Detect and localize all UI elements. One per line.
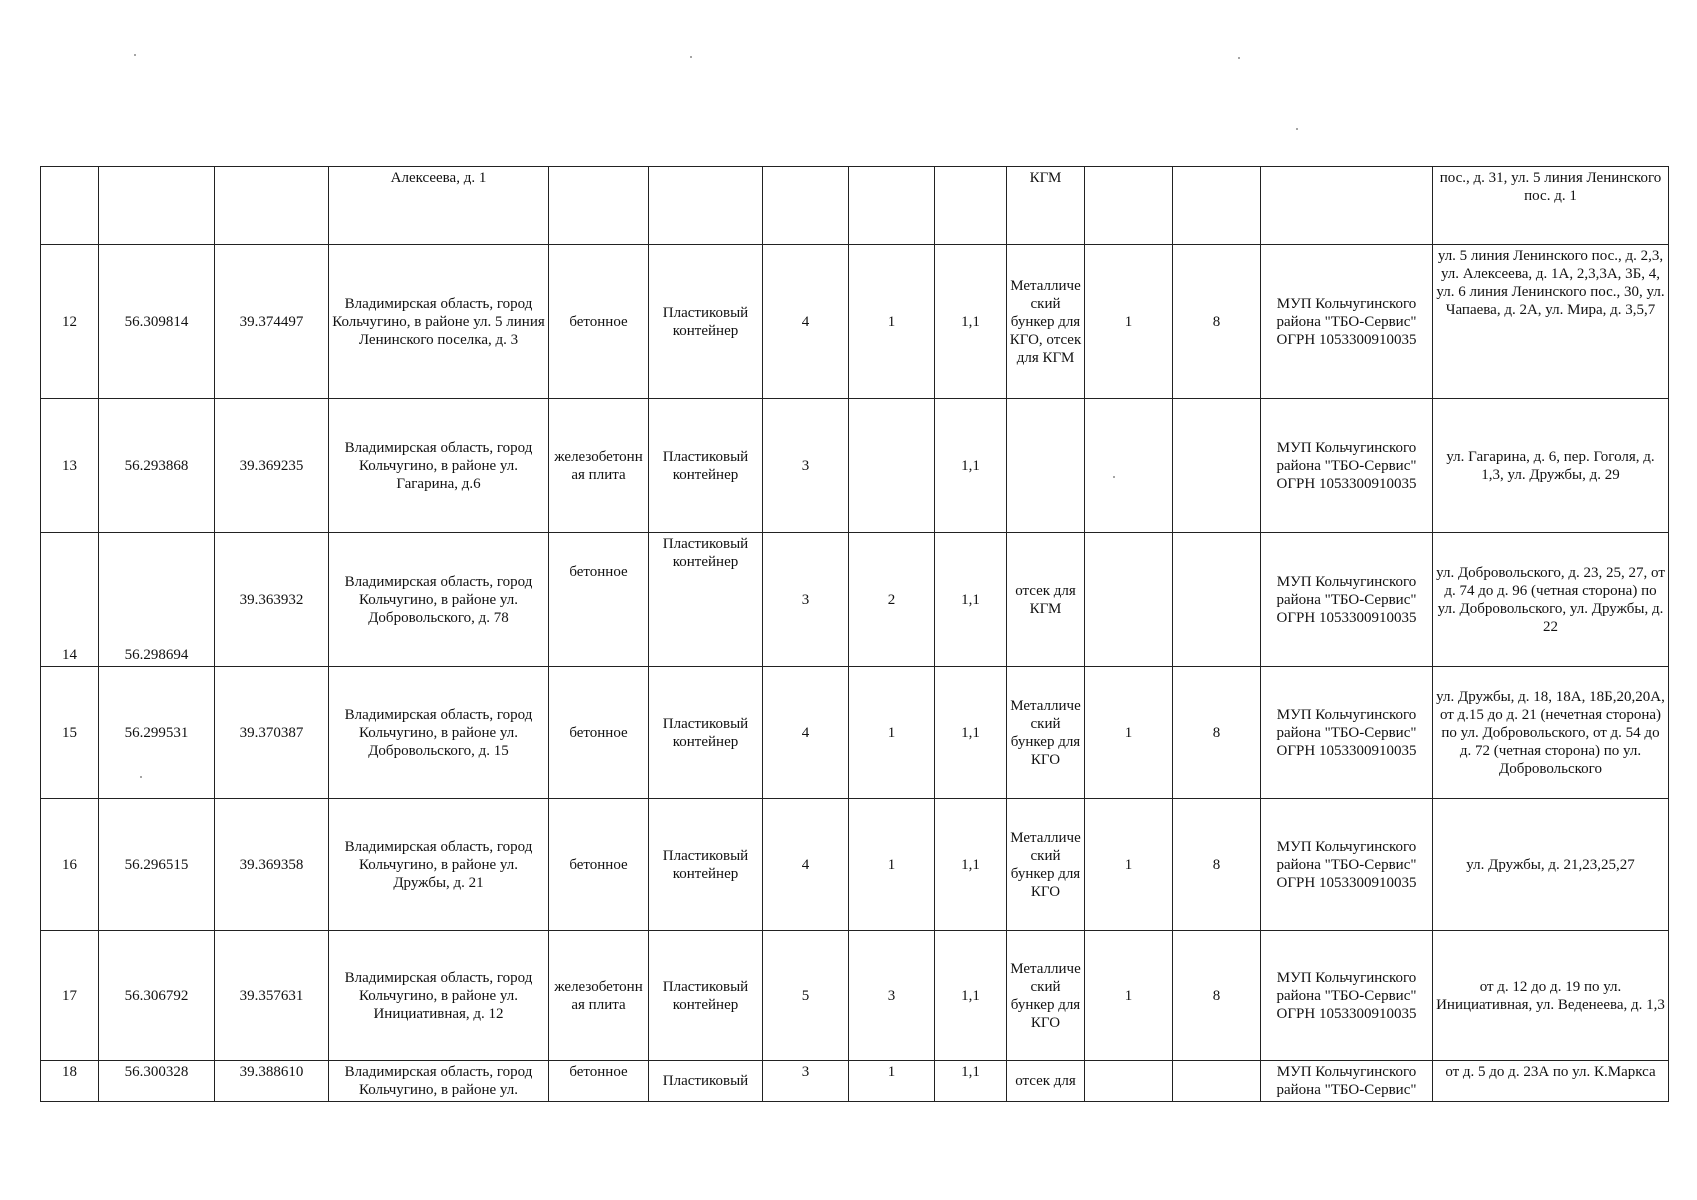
cell-served-objects: ул. 5 линия Ленинского пос., д. 2,3, ул. Алексеева, д. 1А, 2,3,3А, 3Б, 4, ул. 6 линия Ленинского пос., 30, ул. Чапаева, д. 2А, ул. Мира, д. 3,5,7 bbox=[1433, 245, 1669, 399]
cell-volume: 1,1 bbox=[935, 245, 1007, 399]
cell-longitude bbox=[215, 167, 329, 245]
cell-volume: 1,1 bbox=[935, 399, 1007, 533]
cell-container-type: Пластиковый контейнер bbox=[649, 533, 763, 667]
cell-kgo-volume bbox=[1173, 167, 1261, 245]
cell-latitude: 56.296515 bbox=[99, 799, 215, 931]
cell-operator: МУП Кольчугинского района "ТБО-Сервис" ОГРН 1053300910035 bbox=[1261, 245, 1433, 399]
cell-num: 13 bbox=[41, 399, 99, 533]
cell-longitude: 39.374497 bbox=[215, 245, 329, 399]
cell-kgo: Металлический бункер для КГО bbox=[1007, 667, 1085, 799]
cell-container-type: Пластиковый контейнер bbox=[649, 245, 763, 399]
table-row bbox=[41, 399, 1669, 533]
cell-operator: МУП Кольчугинского района "ТБО-Сервис" bbox=[1261, 1061, 1433, 1102]
cell-container-count: 3 bbox=[763, 533, 849, 667]
cell-num: 17 bbox=[41, 931, 99, 1061]
cell-planned-count: 1 bbox=[849, 799, 935, 931]
cell-operator: МУП Кольчугинского района "ТБО-Сервис" ОГРН 1053300910035 bbox=[1261, 799, 1433, 931]
cell-longitude: 39.369358 bbox=[215, 799, 329, 931]
table-row bbox=[41, 1061, 1669, 1102]
cell-address: Владимирская область, город Кольчугино, в районе ул. bbox=[329, 1061, 549, 1102]
cell-kgo: отсек для КГМ bbox=[1007, 533, 1085, 667]
cell-kgo-count bbox=[1085, 533, 1173, 667]
cell-num: 18 bbox=[41, 1061, 99, 1102]
cell-surface: бетонное bbox=[549, 799, 649, 931]
table-row bbox=[41, 245, 1669, 399]
cell-num: 12 bbox=[41, 245, 99, 399]
cell-operator: МУП Кольчугинского района "ТБО-Сервис" ОГРН 1053300910035 bbox=[1261, 931, 1433, 1061]
cell-volume: 1,1 bbox=[935, 1061, 1007, 1102]
table-row bbox=[41, 533, 1669, 667]
cell-served-objects: ул. Дружбы, д. 18, 18А, 18Б,20,20А, от д.15 до д. 21 (нечетная сторона) по ул. Добровольского, от д. 54 до д. 72 (четная сторона) по ул. Добровольского bbox=[1433, 667, 1669, 799]
cell-address: Алексеева, д. 1 bbox=[329, 167, 549, 245]
cell-surface: бетонное bbox=[549, 667, 649, 799]
cell-latitude: 56.309814 bbox=[99, 245, 215, 399]
cell-container-count: 4 bbox=[763, 667, 849, 799]
cell-container-count bbox=[763, 167, 849, 245]
cell-kgo: Металлический бункер для КГО bbox=[1007, 799, 1085, 931]
cell-num: 16 bbox=[41, 799, 99, 931]
cell-kgo-count bbox=[1085, 399, 1173, 533]
cell-num: 15 bbox=[41, 667, 99, 799]
cell-latitude: 56.300328 bbox=[99, 1061, 215, 1102]
cell-container-type bbox=[649, 167, 763, 245]
cell-container-type: Пластиковый контейнер bbox=[649, 931, 763, 1061]
cell-address: Владимирская область, город Кольчугино, в районе ул. Дружбы, д. 21 bbox=[329, 799, 549, 931]
cell-address: Владимирская область, город Кольчугино, в районе ул. 5 линия Ленинского поселка, д. 3 bbox=[329, 245, 549, 399]
cell-kgo-count: 1 bbox=[1085, 799, 1173, 931]
cell-planned-count: 2 bbox=[849, 533, 935, 667]
cell-kgo-volume: 8 bbox=[1173, 667, 1261, 799]
cell-num: 14 bbox=[41, 533, 99, 667]
cell-kgo-volume bbox=[1173, 533, 1261, 667]
cell-planned-count: 1 bbox=[849, 245, 935, 399]
cell-kgo-count: 1 bbox=[1085, 667, 1173, 799]
cell-kgo-count: 1 bbox=[1085, 245, 1173, 399]
cell-volume: 1,1 bbox=[935, 931, 1007, 1061]
cell-longitude: 39.388610 bbox=[215, 1061, 329, 1102]
cell-kgo: Металлический бункер для КГО bbox=[1007, 931, 1085, 1061]
cell-address: Владимирская область, город Кольчугино, в районе ул. Добровольского, д. 15 bbox=[329, 667, 549, 799]
cell-served-objects: ул. Дружбы, д. 21,23,25,27 bbox=[1433, 799, 1669, 931]
cell-surface: железобетонная плита bbox=[549, 931, 649, 1061]
cell-address: Владимирская область, город Кольчугино, в районе ул. Гагарина, д.6 bbox=[329, 399, 549, 533]
cell-operator: МУП Кольчугинского района "ТБО-Сервис" ОГРН 1053300910035 bbox=[1261, 667, 1433, 799]
cell-kgo bbox=[1007, 399, 1085, 533]
cell-longitude: 39.357631 bbox=[215, 931, 329, 1061]
cell-served-objects: ул. Гагарина, д. 6, пер. Гоголя, д. 1,3, ул. Дружбы, д. 29 bbox=[1433, 399, 1669, 533]
cell-latitude: 56.298694 bbox=[99, 533, 215, 667]
cell-address: Владимирская область, город Кольчугино, в районе ул. Инициативная, д. 12 bbox=[329, 931, 549, 1061]
cell-kgo-count bbox=[1085, 167, 1173, 245]
cell-kgo-volume: 8 bbox=[1173, 245, 1261, 399]
cell-served-objects: пос., д. 31, ул. 5 линия Ленинского пос. д. 1 bbox=[1433, 167, 1669, 245]
cell-container-count: 5 bbox=[763, 931, 849, 1061]
cell-latitude bbox=[99, 167, 215, 245]
cell-kgo: Металлический бункер для КГО, отсек для КГМ bbox=[1007, 245, 1085, 399]
cell-longitude: 39.363932 bbox=[215, 533, 329, 667]
cell-served-objects: от д. 12 до д. 19 по ул. Инициативная, ул. Веденеева, д. 1,3 bbox=[1433, 931, 1669, 1061]
table-row bbox=[41, 799, 1669, 931]
table-row bbox=[41, 931, 1669, 1061]
cell-kgo-volume bbox=[1173, 1061, 1261, 1102]
cell-container-type: Пластиковый контейнер bbox=[649, 399, 763, 533]
cell-planned-count bbox=[849, 167, 935, 245]
cell-container-type: Пластиковый bbox=[649, 1061, 763, 1102]
cell-volume bbox=[935, 167, 1007, 245]
cell-kgo: отсек для bbox=[1007, 1061, 1085, 1102]
cell-kgo-count: 1 bbox=[1085, 931, 1173, 1061]
cell-latitude: 56.293868 bbox=[99, 399, 215, 533]
cell-longitude: 39.369235 bbox=[215, 399, 329, 533]
waste-sites-table bbox=[40, 166, 1669, 1102]
cell-latitude: 56.299531 bbox=[99, 667, 215, 799]
cell-address: Владимирская область, город Кольчугино, в районе ул. Добровольского, д. 78 bbox=[329, 533, 549, 667]
cell-served-objects: ул. Добровольского, д. 23, 25, 27, от д. 74 до д. 96 (четная сторона) по ул. Добровольского, ул. Дружбы, д. 22 bbox=[1433, 533, 1669, 667]
cell-operator: МУП Кольчугинского района "ТБО-Сервис" ОГРН 1053300910035 bbox=[1261, 399, 1433, 533]
table-row bbox=[41, 167, 1669, 245]
cell-surface: бетонное bbox=[549, 245, 649, 399]
cell-container-count: 3 bbox=[763, 1061, 849, 1102]
cell-volume: 1,1 bbox=[935, 799, 1007, 931]
cell-volume: 1,1 bbox=[935, 667, 1007, 799]
cell-kgo: КГМ bbox=[1007, 167, 1085, 245]
cell-surface bbox=[549, 167, 649, 245]
cell-operator: МУП Кольчугинского района "ТБО-Сервис" ОГРН 1053300910035 bbox=[1261, 533, 1433, 667]
cell-planned-count: 3 bbox=[849, 931, 935, 1061]
cell-kgo-volume bbox=[1173, 399, 1261, 533]
cell-served-objects: от д. 5 до д. 23А по ул. К.Маркса bbox=[1433, 1061, 1669, 1102]
cell-planned-count: 1 bbox=[849, 667, 935, 799]
cell-operator bbox=[1261, 167, 1433, 245]
cell-kgo-count bbox=[1085, 1061, 1173, 1102]
cell-volume: 1,1 bbox=[935, 533, 1007, 667]
cell-container-count: 4 bbox=[763, 799, 849, 931]
cell-surface: бетонное bbox=[549, 1061, 649, 1102]
cell-latitude: 56.306792 bbox=[99, 931, 215, 1061]
cell-planned-count bbox=[849, 399, 935, 533]
cell-container-count: 4 bbox=[763, 245, 849, 399]
cell-container-count: 3 bbox=[763, 399, 849, 533]
cell-num bbox=[41, 167, 99, 245]
cell-kgo-volume: 8 bbox=[1173, 931, 1261, 1061]
cell-surface: железобетонная плита bbox=[549, 399, 649, 533]
cell-kgo-volume: 8 bbox=[1173, 799, 1261, 931]
table-row bbox=[41, 667, 1669, 799]
cell-container-type: Пластиковый контейнер bbox=[649, 667, 763, 799]
cell-longitude: 39.370387 bbox=[215, 667, 329, 799]
cell-planned-count: 1 bbox=[849, 1061, 935, 1102]
cell-surface: бетонное bbox=[549, 533, 649, 667]
cell-container-type: Пластиковый контейнер bbox=[649, 799, 763, 931]
